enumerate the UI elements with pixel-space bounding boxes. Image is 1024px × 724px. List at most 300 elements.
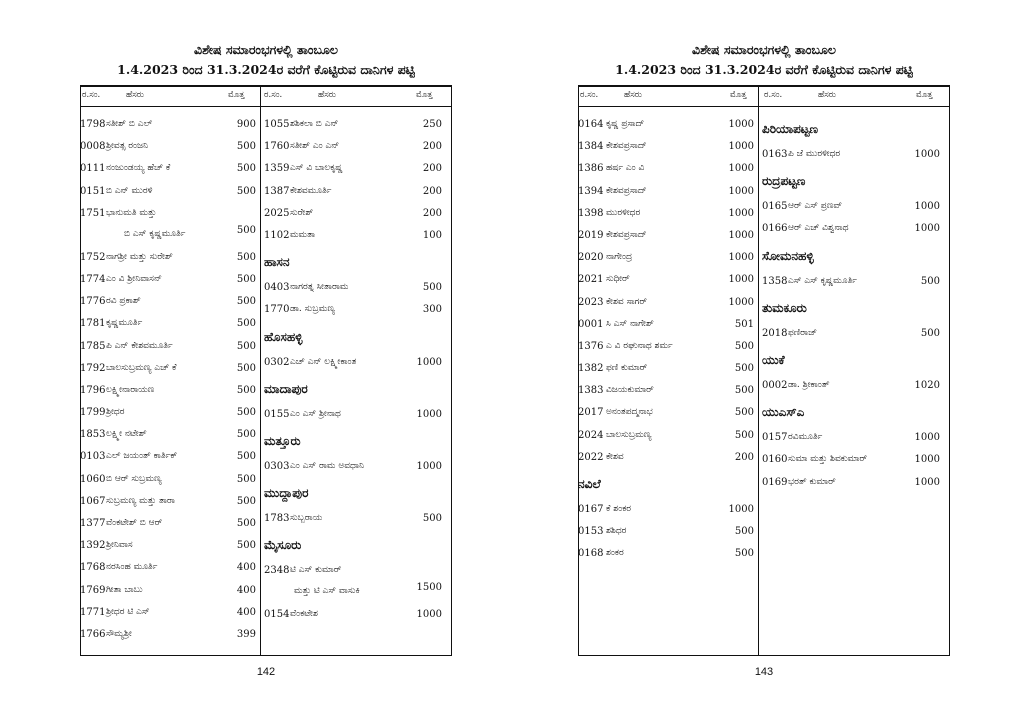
donor-row — [578, 227, 754, 249]
donor-row — [80, 493, 256, 515]
donation-amount: 1000 — [914, 454, 940, 466]
column-rule — [949, 87, 950, 656]
donor-name: ಸುಬ್ಬರಾಯ — [290, 513, 323, 524]
header-total: ಮೊತ್ತ — [730, 90, 747, 100]
city-heading: ರುದ್ರಪಟ್ಟಣ — [762, 174, 806, 189]
header-bottom-rule — [578, 106, 950, 107]
donor-row — [264, 354, 442, 376]
donor-row — [578, 160, 754, 182]
city-heading: ಯುಕೆ — [762, 352, 785, 367]
donation-amount: 500 — [236, 473, 256, 485]
donation-amount: 400 — [236, 562, 256, 574]
donor-name: ಬಿ ಎನ್ ಮುರಳಿ — [106, 185, 153, 196]
city-heading: ಮುದ್ದಾಪುರ — [264, 486, 309, 501]
receipt-number: 0169 — [762, 476, 788, 488]
receipt-number: 1771 — [80, 606, 106, 618]
receipt-number: 0403 — [264, 282, 290, 294]
receipt-number: 0164 — [578, 119, 604, 130]
donor-name: ನಾಗರತ್ನ ಸೀತಾರಾಮ — [290, 282, 349, 293]
donor-name: ಪಿ ಜೆ ಮುರಳೀಧರ — [788, 149, 841, 159]
donation-amount: 500 — [236, 362, 256, 374]
donation-amount: 500 — [236, 384, 256, 396]
receipt-number: 0154 — [264, 609, 290, 621]
donation-amount: 500 — [236, 518, 256, 529]
receipt-number: 1386 — [578, 163, 604, 175]
donation-amount: 1000 — [416, 356, 442, 368]
header-name: ಹೆಸರು — [624, 90, 642, 100]
column-rule — [260, 87, 261, 656]
donor-row — [264, 510, 442, 532]
donor-row — [762, 273, 940, 295]
donation-amount: 250 — [422, 119, 442, 130]
donor-row — [578, 205, 754, 227]
donor-row — [264, 205, 442, 227]
donor-name: ಭಾನುಮತಿ ಮತ್ತು — [106, 207, 157, 218]
city-heading: ಯುಎಸ್ಎ — [762, 405, 805, 420]
footer-rule — [80, 655, 452, 656]
receipt-number: 1781 — [80, 318, 106, 330]
donor-name: ಎ ವಿ ರಘುನಾಥ ಶರ್ಮ — [606, 340, 673, 351]
header-total: ಮೊತ್ತ — [416, 90, 433, 100]
donor-name: ರವಿ ಪ್ರಕಾಶ್ — [106, 296, 141, 307]
receipt-number: 0302 — [264, 356, 290, 368]
donor-name: ಅನಂತಪದ್ಮನಾಭ — [606, 407, 653, 418]
donor-name: ನಾಗಶ್ರೀ ಮತ್ತು ಸುರೇಶ್ — [106, 251, 173, 262]
header-top-rule — [578, 85, 950, 87]
donor-row — [762, 198, 940, 220]
donor-name: ಆರ್ ಎಚ್ ವಿಶ್ವನಾಥ — [788, 223, 849, 234]
donor-name: ಸುರೇಶ್ — [290, 207, 314, 218]
receipt-number: 1377 — [80, 518, 106, 529]
donor-row — [80, 138, 256, 160]
receipt-number: 1792 — [80, 362, 106, 374]
header-num: ರ.ಸಂ. — [764, 90, 783, 100]
city-heading: ಮಾದಾಪುರ — [264, 381, 308, 396]
donor-row — [578, 316, 754, 338]
page-right — [578, 0, 950, 724]
receipt-number: 0160 — [762, 454, 788, 466]
receipt-number: 0001 — [578, 318, 604, 330]
receipt-number: 0163 — [762, 149, 788, 160]
page-number: 142 — [256, 666, 276, 678]
receipt-number: 1752 — [80, 251, 106, 263]
donor-name: ಎಂ ಎಸ್ ರಾಮ ಅವಧಾನಿ — [290, 460, 365, 471]
header-total: ಮೊತ್ತ — [228, 90, 245, 100]
donor-name: ಬಾಲಸುಬ್ರಮಣ್ಯ — [606, 429, 652, 440]
donor-name: ನಾಗೇಂದ್ರ — [606, 252, 633, 263]
donation-amount: 500 — [734, 429, 754, 441]
donor-name: ಗೀತಾ ಬಾಬು — [106, 584, 143, 595]
donor-row — [578, 523, 754, 545]
donor-row — [578, 382, 754, 404]
donation-amount: 200 — [422, 141, 442, 153]
donor-name: ಡಾ. ಸುಬ್ರಮಣ್ಯ — [290, 304, 335, 315]
receipt-number: 2348 — [264, 565, 290, 577]
header-top-rule — [80, 85, 452, 87]
column-rule — [451, 87, 452, 656]
receipt-number: 1394 — [578, 185, 604, 197]
donation-amount: 500 — [236, 318, 256, 330]
donor-name: ಶಶಿಕಲಾ ಬಿ ಎನ್ — [290, 119, 339, 129]
donor-row — [578, 338, 754, 360]
donation-amount: 1000 — [728, 296, 754, 308]
receipt-number: 1751 — [80, 207, 106, 219]
donation-amount: 1000 — [914, 201, 940, 213]
donor-row — [80, 382, 256, 404]
donor-name: ಶಂಕರ — [606, 548, 624, 559]
donor-row — [80, 360, 256, 382]
donor-name: ವಿಜಯಕುಮಾರ್ — [606, 385, 654, 396]
donation-amount: 500 — [236, 185, 256, 197]
donor-name: ಕೇಶವಪ್ರಸಾದ್ — [606, 141, 647, 152]
donor-name: ಭರತ್ ಕುಮಾರ್ — [788, 476, 836, 487]
page-subtitle: 1.4.2023 ರಿಂದ 31.3.2024ರ ವರೆಗೆ ಕೊಟ್ಟಿರುವ ದಾನಿಗಳ ಪಟ್ಟಿ — [117, 62, 415, 77]
donation-amount: 1500 — [416, 582, 442, 594]
donation-amount: 500 — [920, 327, 940, 339]
donation-amount: 500 — [236, 407, 256, 419]
donor-name: ನರಸಿಂಹ ಮೂರ್ತಿ — [106, 562, 158, 573]
receipt-number: 1359 — [264, 163, 290, 175]
donor-row — [80, 537, 256, 559]
receipt-number: 1102 — [264, 229, 290, 241]
donation-amount: 500 — [734, 548, 754, 560]
donor-name: ವೆಂಕಟೇಶ್ ಬಿ ಆರ್ — [106, 518, 163, 528]
donor-column — [762, 116, 940, 496]
donor-name: ಎಚ್ ಎನ್ ಲಕ್ಷ್ಮೀಕಾಂತ — [290, 356, 357, 367]
donor-column — [578, 116, 754, 568]
donation-amount: 500 — [422, 513, 442, 525]
receipt-number: 1387 — [264, 185, 290, 197]
donor-row — [264, 301, 442, 323]
city-heading: ಮತ್ತೂರು — [264, 433, 301, 448]
donor-name: ಕೃಷ್ಣ ಪ್ರಸಾದ್ — [606, 119, 645, 129]
receipt-number: 2024 — [578, 429, 604, 441]
donation-amount: 500 — [422, 282, 442, 294]
donation-amount: 500 — [236, 224, 256, 236]
receipt-number: 1392 — [80, 540, 106, 552]
donor-name: ರವಿಮೂರ್ತಿ — [788, 432, 823, 443]
donor-name: ಮುರಳೀಧರ — [606, 207, 641, 218]
donation-amount: 500 — [734, 526, 754, 538]
header-name: ಹೆಸರು — [126, 90, 144, 100]
donation-amount: 300 — [422, 304, 442, 316]
donation-amount: 1000 — [914, 223, 940, 235]
donation-amount: 1000 — [416, 408, 442, 420]
donation-amount: 500 — [734, 407, 754, 419]
receipt-number: 1384 — [578, 141, 604, 153]
donor-name-continued: ಮತ್ತು ಟಿ ಎಸ್ ವಾಸುಕಿ — [294, 586, 360, 597]
receipt-number: 1376 — [578, 340, 604, 352]
receipt-number: 0166 — [762, 223, 788, 235]
donor-row — [80, 160, 256, 182]
receipt-number: 0167 — [578, 504, 604, 515]
receipt-number: 2023 — [578, 296, 604, 308]
donor-row — [264, 606, 442, 628]
page-title: ವಿಶೇಷ ಸಮಾರಂಭಗಳಲ್ಲಿ ತಾಂಬೂಲ — [194, 42, 338, 57]
receipt-number: 1785 — [80, 340, 106, 352]
receipt-number: 1796 — [80, 384, 106, 396]
receipt-number: 0157 — [762, 432, 788, 444]
donor-name: ಎಂ ವಿ ಶ್ರೀನಿವಾಸನ್ — [106, 273, 162, 284]
city-heading: ಪಿರಿಯಾಪಟ್ಟಣ — [762, 122, 819, 136]
receipt-number: 0153 — [578, 526, 604, 538]
donation-amount: 500 — [734, 385, 754, 397]
donor-row — [762, 377, 940, 399]
donor-name: ಸುಬ್ರಮಣ್ಯ ಮತ್ತು ತಾರಾ — [106, 495, 175, 506]
receipt-number: 0111 — [80, 163, 106, 175]
city-heading: ಮೈಸೂರು — [264, 538, 302, 553]
donor-row — [578, 183, 754, 205]
receipt-number: 2018 — [762, 327, 788, 339]
donor-name: ಕೃಷ್ಣಮೂರ್ತಿ — [106, 318, 143, 329]
donor-name: ಶ್ರೀವತ್ಸ ರಂಜನಿ — [106, 141, 148, 152]
receipt-number: 1774 — [80, 273, 106, 285]
donor-row — [762, 429, 940, 451]
donor-row — [578, 138, 754, 160]
donor-row — [264, 160, 442, 182]
donor-name: ಸುಮಾ ಮತ್ತು ಶಿವಕುಮಾರ್ — [788, 454, 868, 465]
donation-amount: 500 — [236, 340, 256, 352]
donation-amount: 1000 — [728, 229, 754, 241]
city-heading: ಸೋಮನಹಳ್ಳಿ — [762, 248, 814, 263]
donation-amount: 1000 — [914, 432, 940, 444]
donor-row — [80, 426, 256, 448]
receipt-number: 1055 — [264, 119, 290, 130]
donor-name: ಶಶಿಧರ — [606, 526, 627, 537]
donation-amount: 200 — [422, 163, 442, 175]
receipt-number: 0303 — [264, 460, 290, 472]
donation-amount: 100 — [422, 229, 442, 241]
donation-amount: 1000 — [416, 460, 442, 472]
receipt-number: 0168 — [578, 548, 604, 560]
receipt-number: 1799 — [80, 407, 106, 419]
donor-row — [80, 404, 256, 426]
donor-row — [80, 471, 256, 493]
donation-amount: 1000 — [416, 609, 442, 621]
receipt-number: 1760 — [264, 141, 290, 153]
donor-row — [578, 294, 754, 316]
donor-name: ಪಿ ಎನ್ ಕೇಶವಮೂರ್ತಿ — [106, 340, 173, 351]
donor-row — [80, 559, 256, 581]
donor-name: ಮಮತಾ — [290, 229, 316, 240]
donor-row — [80, 271, 256, 293]
donor-name: ಕೇಶವಪ್ರಸಾದ್ — [606, 185, 647, 196]
donation-amount: 200 — [734, 451, 754, 463]
donor-row — [578, 545, 754, 567]
donor-row — [80, 315, 256, 337]
header-name: ಹೆಸರು — [318, 90, 336, 100]
donor-name: ಶ್ರೀಧರ ಟಿ ಎಸ್ — [106, 606, 150, 617]
donor-row — [80, 116, 256, 138]
city-heading: ಹೊಸಹಳ್ಳಿ — [264, 329, 303, 344]
donor-row — [578, 404, 754, 426]
donor-name: ಎಸ್ ವಿ ಬಾಲಕೃಷ್ಣ — [290, 163, 343, 174]
donor-row — [578, 116, 754, 138]
donor-row — [578, 271, 754, 293]
city-heading: ಹಾಸನ — [264, 255, 290, 270]
donation-amount: 1020 — [914, 379, 940, 391]
donor-name: ವೆಂಕಟೇಶ — [290, 609, 318, 620]
donation-amount: 500 — [734, 363, 754, 375]
donor-name: ಕೆ ಶಂಕರ — [606, 504, 632, 514]
donation-amount: 200 — [422, 185, 442, 197]
receipt-number: 0151 — [80, 185, 106, 197]
receipt-number: 1383 — [578, 385, 604, 397]
receipt-number: 2022 — [578, 451, 604, 463]
donor-row — [264, 183, 442, 205]
donor-column — [80, 116, 256, 648]
receipt-number: 2025 — [264, 207, 290, 219]
city-heading: ನವಿಲೆ — [578, 477, 601, 491]
receipt-number: 1776 — [80, 296, 106, 308]
donation-amount: 900 — [236, 119, 256, 130]
donor-name: ಲಕ್ಷ್ಮೀ ನಟೇಶ್ — [106, 429, 147, 440]
donor-name: ಬಾಲಸುಬ್ರಮಣ್ಯ ಎಚ್ ಕೆ — [106, 362, 177, 373]
donor-row — [264, 116, 442, 138]
donor-name: ಸತೀಶ್ ಎಂ ಎನ್ — [290, 141, 340, 152]
donor-column — [264, 116, 442, 628]
donor-row — [80, 626, 256, 648]
receipt-number: 1768 — [80, 562, 106, 574]
page-title: ವಿಶೇಷ ಸಮಾರಂಭಗಳಲ್ಲಿ ತಾಂಬೂಲ — [692, 42, 836, 57]
donor-name: ಸೌಮ್ಯಶ್ರೀ — [106, 628, 132, 639]
donor-name: ನಂಜುಂಡಯ್ಯ ಹೆಚ್ ಕೆ — [106, 163, 171, 174]
donor-name: ಎಸ್ ಎಸ್ ಕೃಷ್ಣಮೂರ್ತಿ — [788, 275, 857, 286]
donation-amount: 1000 — [728, 163, 754, 175]
donor-name: ಎಲ್ ಜಯಂತ್ ಕಾರ್ತಿಕ್ — [106, 451, 178, 462]
donor-row — [80, 183, 256, 205]
donation-amount: 500 — [236, 251, 256, 263]
header-num: ರ.ಸಂ. — [580, 90, 599, 100]
donor-row — [762, 220, 940, 242]
donor-name: ಕೇಶವ ಸಾಗರ್ — [606, 296, 648, 307]
donor-row — [578, 449, 754, 471]
donation-amount: 500 — [920, 275, 940, 287]
header-num: ರ.ಸಂ. — [264, 90, 283, 100]
receipt-number: 1067 — [80, 495, 106, 507]
donor-row — [264, 227, 442, 249]
receipt-number: 1060 — [80, 473, 106, 485]
donor-row — [80, 582, 256, 604]
donation-amount: 500 — [734, 340, 754, 352]
donor-row — [578, 501, 754, 523]
donor-row — [264, 138, 442, 160]
donation-amount: 500 — [236, 495, 256, 507]
receipt-number: 2017 — [578, 407, 604, 419]
donor-row — [80, 604, 256, 626]
donor-row — [80, 515, 256, 537]
donor-row — [762, 325, 940, 347]
donor-name: ಫಣಿ ಕುಮಾರ್ — [606, 363, 648, 374]
donor-name: ಸುಧೀರ್ — [606, 274, 630, 285]
receipt-number: 1382 — [578, 363, 604, 375]
donor-row — [264, 406, 442, 428]
donor-row — [578, 360, 754, 382]
donor-name: ಟಿ ಎಸ್ ಕುಮಾರ್ — [290, 565, 342, 576]
donation-amount: 1000 — [914, 476, 940, 488]
donation-amount: 400 — [236, 606, 256, 618]
page-number: 143 — [754, 666, 774, 678]
donation-amount: 1000 — [728, 274, 754, 286]
donation-amount: 1000 — [728, 141, 754, 153]
donor-row — [264, 279, 442, 301]
donation-amount: 500 — [236, 163, 256, 175]
receipt-number: 1770 — [264, 304, 290, 316]
receipt-number: 1398 — [578, 207, 604, 219]
footer-rule — [578, 655, 950, 656]
donor-row — [264, 458, 442, 480]
donation-amount: 500 — [236, 451, 256, 463]
receipt-number: 1853 — [80, 429, 106, 441]
receipt-number: 0155 — [264, 408, 290, 420]
donation-amount: 1000 — [728, 504, 754, 515]
donation-amount: 1000 — [728, 185, 754, 197]
donor-name: ಕೇಶವಪ್ರಸಾದ್ — [606, 229, 647, 240]
donation-amount: 1000 — [728, 252, 754, 264]
header-total: ಮೊತ್ತ — [916, 90, 933, 100]
receipt-number: 1798 — [80, 119, 106, 130]
receipt-number: 2019 — [578, 229, 604, 241]
donor-row — [80, 293, 256, 315]
donor-row — [80, 205, 256, 249]
page-left — [80, 0, 452, 724]
donor-name: ಬಿ ಆರ್ ಸುಬ್ರಮಣ್ಯ — [106, 473, 162, 484]
donor-name: ಆರ್ ಎಸ್ ಪ್ರಣವ್ — [788, 201, 843, 212]
receipt-number: 0165 — [762, 201, 788, 213]
city-heading: ತುಮಕೂರು — [762, 300, 807, 315]
receipt-number: 1769 — [80, 584, 106, 596]
donor-name: ಲಕ್ಷ್ಮೀನಾರಾಯಣ — [106, 384, 155, 395]
page-subtitle: 1.4.2023 ರಿಂದ 31.3.2024ರ ವರೆಗೆ ಕೊಟ್ಟಿರುವ ದಾನಿಗಳ ಪಟ್ಟಿ — [615, 62, 913, 77]
header-num: ರ.ಸಂ. — [82, 90, 101, 100]
receipt-number: 2020 — [578, 252, 604, 264]
donation-amount: 399 — [236, 628, 256, 640]
donor-name: ಎಂ ಎಸ್ ಶ್ರೀನಾಥ — [290, 408, 341, 419]
donor-row — [80, 338, 256, 360]
donor-row — [762, 451, 940, 473]
receipt-number: 1358 — [762, 275, 788, 287]
donation-amount: 1000 — [728, 207, 754, 219]
donor-row — [762, 474, 940, 496]
donor-name: ಶ್ರೀನಿವಾಸ — [106, 540, 133, 551]
donor-name: ಸತೀಶ್ ಬಿ ಎಲ್ — [106, 119, 153, 129]
donor-row — [578, 427, 754, 449]
receipt-number: 1783 — [264, 513, 290, 525]
receipt-number: 0103 — [80, 451, 106, 463]
donation-amount: 200 — [422, 207, 442, 219]
donor-name: ಕೇಶವ — [606, 451, 624, 462]
donor-row — [264, 562, 442, 606]
donor-row — [80, 448, 256, 470]
receipt-number: 0002 — [762, 379, 788, 391]
donation-amount: 1000 — [728, 119, 754, 130]
donor-row — [578, 249, 754, 271]
receipt-number: 2021 — [578, 274, 604, 286]
donor-name: ಹರ್ಷ ಎಂ ವಿ — [606, 163, 645, 174]
donation-amount: 501 — [734, 318, 754, 330]
header-bottom-rule — [80, 106, 452, 107]
donor-row — [80, 249, 256, 271]
receipt-number: 0008 — [80, 141, 106, 153]
donation-amount: 500 — [236, 296, 256, 308]
donation-amount: 400 — [236, 584, 256, 596]
donation-amount: 500 — [236, 273, 256, 285]
donor-name: ಫಣಿರಾಜ್ — [788, 327, 818, 338]
donor-name: ಕೇಶವಮೂರ್ತಿ — [290, 185, 332, 196]
donation-amount: 1000 — [914, 149, 940, 160]
header-name: ಹೆಸರು — [818, 90, 836, 100]
donation-amount: 500 — [236, 141, 256, 153]
